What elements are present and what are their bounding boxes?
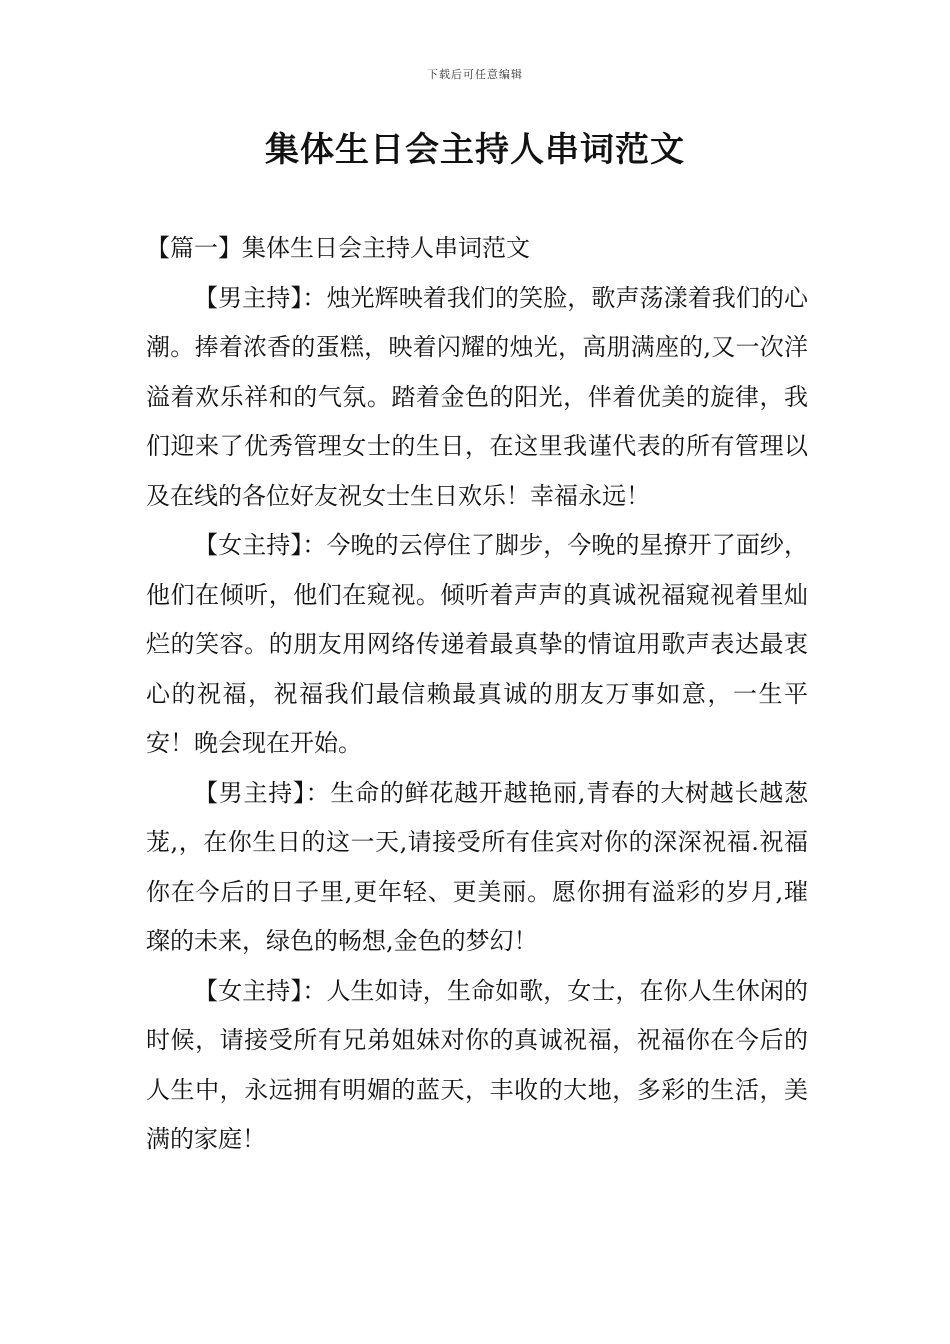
- header-note: 下载后可任意编辑: [427, 68, 523, 81]
- document-body: [146, 224, 808, 1165]
- section-heading: 【篇一】集体生日会主持人串词范文: [146, 234, 530, 262]
- document-title: 集体生日会主持人串词范文: [265, 130, 685, 170]
- paragraph-female-host-1: 【女主持】：今晚的云停住了脚步，今晚的星撩开了面纱，他们在倾听，他们在窥视。倾听着声声的真诚祝福窥视着里灿烂的笑容。的朋友用网络传递着最真挚的情谊用歌声表达最衷心的祝福，祝福我们最信赖最真诚的朋友万事如意，一生平安！晚会现在开始。: [146, 531, 808, 757]
- paragraph-female-host-2: 【女主持】：人生如诗，生命如歌，女士，在你人生休闲的时候，请接受所有兄弟姐妹对你的真诚祝福，祝福你在今后的人生中，永远拥有明媚的蓝天，丰收的大地，多彩的生活，美满的家庭！: [146, 976, 808, 1153]
- paragraph-male-host-2: 【男主持】：生命的鲜花越开越艳丽,青春的大树越长越葱茏,，在你生日的这一天,请接受所有佳宾对你的深深祝福.祝福你在今后的日子里,更年轻、更美丽。愿你拥有溢彩的岁月,璀璨的未来，绿色的畅想,金色的梦幻！: [146, 778, 808, 955]
- paragraph-male-host-1: 【男主持】：烛光辉映着我们的笑脸，歌声荡漾着我们的心潮。捧着浓香的蛋糕，映着闪耀的烛光，高朋满座的,又一次洋溢着欢乐祥和的气氛。踏着金色的阳光，伴着优美的旋律，我们迎来了优秀管理女士的生日，在这里我谨代表的所有管理以及在线的各位好友祝女士生日欢乐！幸福永远！: [146, 283, 808, 510]
